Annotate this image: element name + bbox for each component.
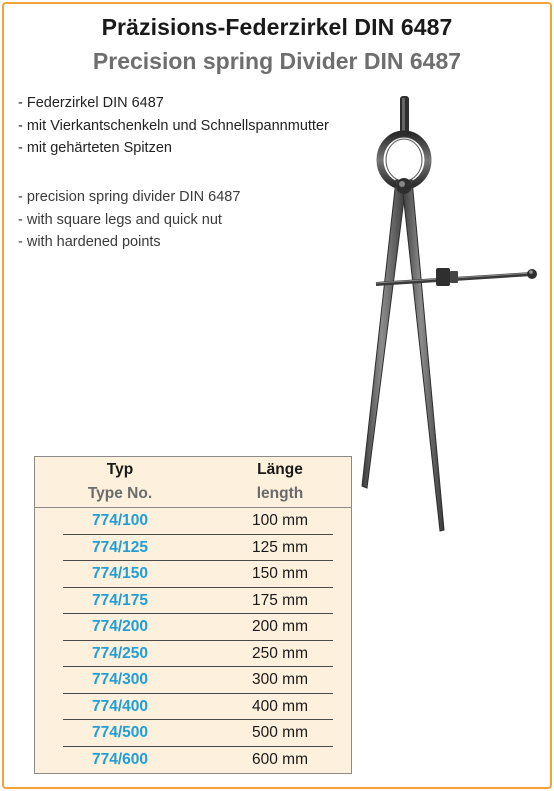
length-value: 150 mm	[252, 565, 308, 582]
type-number: 774/150	[91, 565, 149, 582]
table-header	[35, 457, 351, 508]
column-header-length: Länge	[257, 461, 303, 478]
length-value: 175 mm	[252, 591, 308, 609]
table-row	[35, 535, 351, 562]
title-english: Precision spring Divider DIN 6487	[92, 48, 462, 74]
product-card	[2, 2, 552, 789]
type-number: 774/400	[91, 697, 149, 715]
feature-list-english	[18, 186, 240, 254]
feature-item: - mit Vierkantschenkeln und Schnellspannmutter	[18, 117, 329, 134]
table-row	[35, 641, 351, 668]
table-row	[35, 747, 351, 774]
length-value: 400 mm	[252, 697, 308, 715]
length-value: 600 mm	[252, 750, 308, 768]
type-number: 774/175	[91, 591, 149, 609]
length-value: 200 mm	[252, 618, 308, 635]
length-value: 125 mm	[252, 538, 308, 556]
table-row	[35, 614, 351, 641]
type-number: 774/125	[91, 538, 149, 556]
feature-item: - with square legs and quick nut	[18, 211, 222, 228]
column-header-type: Typ	[106, 461, 134, 478]
table-row	[35, 561, 351, 588]
column-header-length-en: length	[256, 485, 304, 502]
feature-item: - Federzirkel DIN 6487	[18, 95, 164, 111]
feature-item: - with hardened points	[18, 234, 161, 250]
type-number: 774/100	[91, 512, 149, 529]
spec-table	[34, 456, 352, 774]
length-value: 300 mm	[252, 671, 308, 688]
table-body	[35, 508, 351, 773]
type-number: 774/200	[91, 618, 149, 635]
table-row	[35, 694, 351, 721]
spring-divider-illustration	[336, 88, 548, 538]
length-value: 100 mm	[252, 512, 308, 529]
table-row	[35, 588, 351, 615]
type-number: 774/500	[91, 724, 149, 741]
feature-item: - precision spring divider DIN 6487	[18, 189, 241, 205]
table-row	[35, 720, 351, 747]
table-row	[35, 508, 351, 535]
title-german: Präzisions-Federzirkel DIN 6487	[101, 14, 453, 40]
length-value: 250 mm	[252, 644, 308, 662]
feature-item: - mit gehärteten Spitzen	[18, 140, 172, 156]
type-number: 774/250	[91, 644, 149, 662]
length-value: 500 mm	[252, 724, 308, 741]
column-header-type-en: Type No.	[87, 485, 153, 502]
feature-list-german	[18, 92, 329, 160]
type-number: 774/600	[91, 750, 149, 768]
type-number: 774/300	[91, 671, 149, 688]
table-row	[35, 667, 351, 694]
